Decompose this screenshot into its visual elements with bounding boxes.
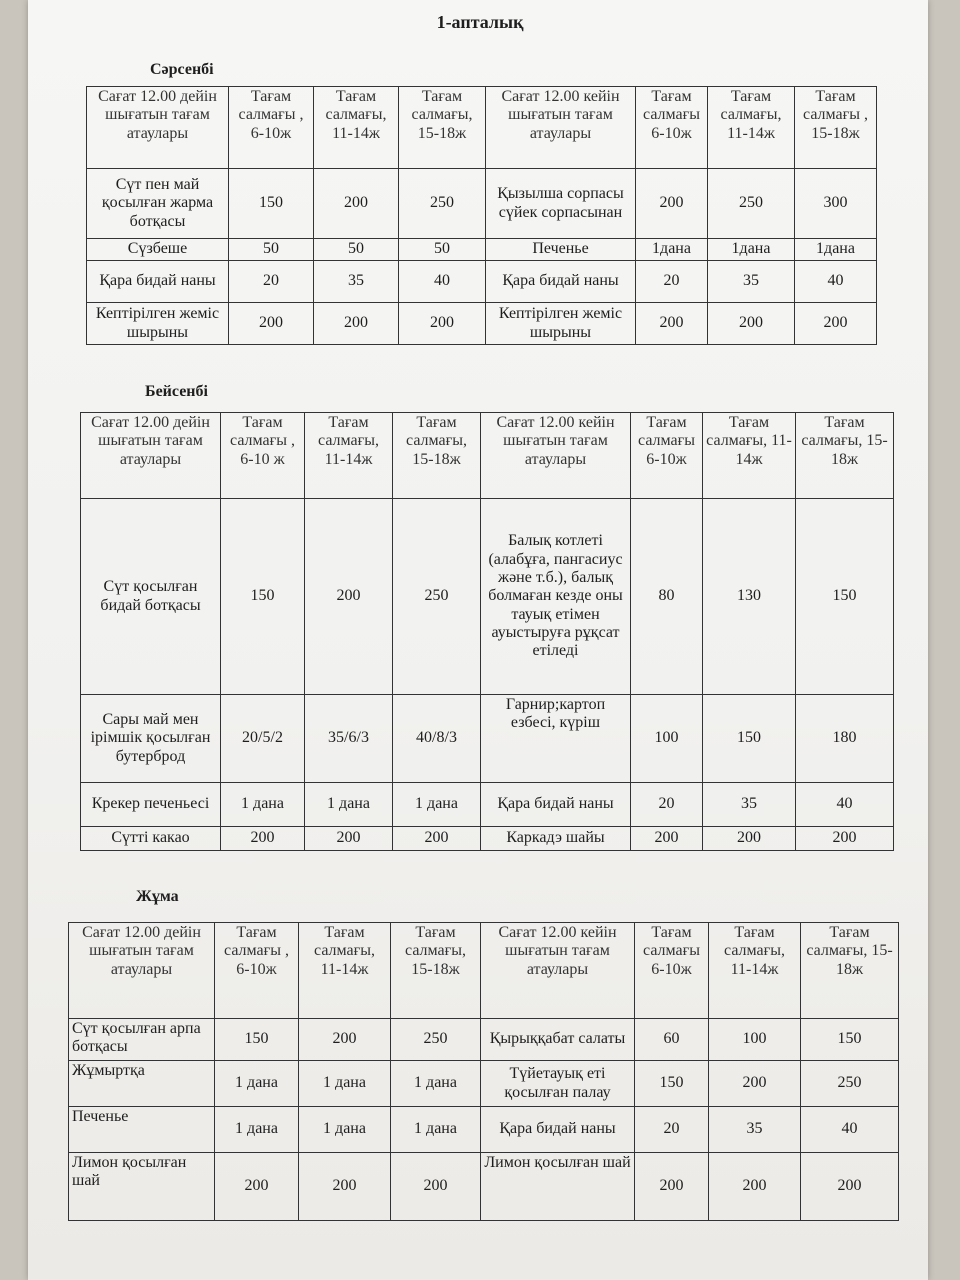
- header-cell: Тағам салмағы, 15-18ж: [801, 923, 899, 1019]
- table-cell: 40/8/3: [393, 695, 481, 783]
- table-cell: 150: [703, 695, 796, 783]
- table-cell: 150: [796, 499, 894, 695]
- table-cell: 50: [314, 239, 399, 261]
- day-title-thursday: Бейсенбі: [145, 383, 208, 400]
- table-cell: 200: [708, 303, 795, 345]
- table-cell: 20: [635, 1107, 709, 1153]
- table-cell: Лимон қосылған шай: [481, 1153, 635, 1221]
- header-cell: Тағам салмағы , 6-10 ж: [221, 413, 305, 499]
- header-cell: Сағат 12.00 дейін шығатын тағам атаулары: [87, 87, 229, 169]
- table-cell: 200: [314, 169, 399, 239]
- table-cell: 250: [801, 1061, 899, 1107]
- table-row: [87, 169, 877, 239]
- header-cell: Тағам салмағы, 15-18ж: [796, 413, 894, 499]
- table-cell: 130: [703, 499, 796, 695]
- day-title-friday: Жұма: [136, 888, 179, 905]
- table-row: [69, 1061, 899, 1107]
- table-cell: Жұмыртқа: [69, 1061, 215, 1107]
- table-cell: Лимон қосылған шай: [69, 1153, 215, 1221]
- table-cell: 200: [703, 827, 796, 851]
- table-cell: 200: [299, 1019, 391, 1061]
- header-cell: Тағам салмағы, 15-18ж: [391, 923, 481, 1019]
- table-cell: 1 дана: [299, 1107, 391, 1153]
- table-cell: 1 дана: [221, 783, 305, 827]
- table-cell: 200: [801, 1153, 899, 1221]
- header-cell: Тағам салмағы , 15-18ж: [795, 87, 877, 169]
- table-cell: Сүзбеше: [87, 239, 229, 261]
- table-cell: 1дана: [795, 239, 877, 261]
- menu-table-wednesday: [86, 86, 877, 345]
- table-header-row: [69, 923, 899, 1019]
- table-cell: 200: [215, 1153, 299, 1221]
- table-cell: 1 дана: [305, 783, 393, 827]
- header-cell: Тағам салмағы, 11-14ж: [703, 413, 796, 499]
- table-cell: 150: [229, 169, 314, 239]
- table-cell: 50: [229, 239, 314, 261]
- page-title: 1-апталық: [436, 12, 524, 32]
- header-cell: Сағат 12.00 кейін шығатын тағам атаулары: [481, 413, 631, 499]
- table-row: [81, 499, 894, 695]
- table-cell: 40: [795, 261, 877, 303]
- header-cell: Тағам салмағы, 11-14ж: [709, 923, 801, 1019]
- table-cell: 35: [314, 261, 399, 303]
- table-cell: 200: [636, 169, 708, 239]
- table-cell: Балық котлеті (алабұға, пангасиус және т.б.), балық болмаған кезде оны тауық етімен ауыстыруға рұқсат етіледі: [481, 499, 631, 695]
- table-cell: 50: [399, 239, 486, 261]
- table-cell: 250: [393, 499, 481, 695]
- table-cell: 1 дана: [391, 1107, 481, 1153]
- table-cell: 200: [636, 303, 708, 345]
- table-cell: 40: [801, 1107, 899, 1153]
- table-cell: Қара бидай наны: [87, 261, 229, 303]
- table-cell: Печенье: [486, 239, 636, 261]
- menu-table-thursday: [80, 412, 894, 851]
- table-cell: 1дана: [636, 239, 708, 261]
- table-cell: 20: [631, 783, 703, 827]
- table-cell: 1 дана: [391, 1061, 481, 1107]
- table-row: [81, 827, 894, 851]
- table-cell: 200: [305, 827, 393, 851]
- table-cell: 200: [229, 303, 314, 345]
- table-cell: Кептірілген жеміс шырыны: [486, 303, 636, 345]
- table-cell: 150: [215, 1019, 299, 1061]
- table-cell: 200: [299, 1153, 391, 1221]
- table-cell: 35: [709, 1107, 801, 1153]
- table-row: [81, 695, 894, 783]
- table-row: [69, 1019, 899, 1061]
- table-cell: 20: [229, 261, 314, 303]
- header-cell: Тағам салмағы, 15-18ж: [399, 87, 486, 169]
- table-cell: 300: [795, 169, 877, 239]
- table-cell: 35: [708, 261, 795, 303]
- table-cell: 250: [399, 169, 486, 239]
- table-cell: 150: [221, 499, 305, 695]
- table-cell: 1 дана: [299, 1061, 391, 1107]
- header-cell: Тағам салмағы , 6-10ж: [215, 923, 299, 1019]
- table-cell: 100: [709, 1019, 801, 1061]
- header-cell: Тағам салмағы 6-10ж: [635, 923, 709, 1019]
- table-cell: 60: [635, 1019, 709, 1061]
- table-cell: Қырыққабат салаты: [481, 1019, 635, 1061]
- table-header-row: [87, 87, 877, 169]
- header-cell: Тағам салмағы, 15-18ж: [393, 413, 481, 499]
- table-cell: 1 дана: [215, 1107, 299, 1153]
- table-cell: Печенье: [69, 1107, 215, 1153]
- header-cell: Сағат 12.00 дейін шығатын тағам атаулары: [81, 413, 221, 499]
- table-cell: 80: [631, 499, 703, 695]
- header-cell: Тағам салмағы , 6-10ж: [229, 87, 314, 169]
- table-cell: 200: [221, 827, 305, 851]
- table-cell: 200: [305, 499, 393, 695]
- header-cell: Тағам салмағы, 11-14ж: [314, 87, 399, 169]
- table-cell: Қызылша сорпасы сүйек сорпасынан: [486, 169, 636, 239]
- header-cell: Тағам салмағы 6-10ж: [636, 87, 708, 169]
- table-cell: Сүтті какао: [81, 827, 221, 851]
- table-cell: Каркадэ шайы: [481, 827, 631, 851]
- header-cell: Тағам салмағы, 11-14ж: [299, 923, 391, 1019]
- table-cell: Сүт пен май қосылған жарма ботқасы: [87, 169, 229, 239]
- header-cell: Тағам салмағы, 11-14ж: [305, 413, 393, 499]
- table-cell: 150: [635, 1061, 709, 1107]
- table-cell: Сүт қосылған арпа ботқасы: [69, 1019, 215, 1061]
- table-cell: Крекер печеньесі: [81, 783, 221, 827]
- table-cell: 200: [709, 1153, 801, 1221]
- header-cell: Сағат 12.00 дейін шығатын тағам атаулары: [69, 923, 215, 1019]
- table-cell: Гарнир;картоп езбесі, күріш: [481, 695, 631, 783]
- table-cell: 200: [635, 1153, 709, 1221]
- table-cell: 200: [393, 827, 481, 851]
- table-cell: Сүт қосылған бидай ботқасы: [81, 499, 221, 695]
- menu-table-friday: [68, 922, 899, 1221]
- table-row: [87, 239, 877, 261]
- table-cell: 100: [631, 695, 703, 783]
- table-cell: 20: [636, 261, 708, 303]
- table-cell: Қара бидай наны: [481, 783, 631, 827]
- header-cell: Сағат 12.00 кейін шығатын тағам атаулары: [486, 87, 636, 169]
- table-row: [69, 1153, 899, 1221]
- table-cell: 200: [314, 303, 399, 345]
- table-cell: 150: [801, 1019, 899, 1061]
- table-cell: Қара бидай наны: [481, 1107, 635, 1153]
- table-row: [87, 261, 877, 303]
- table-cell: 200: [631, 827, 703, 851]
- table-cell: 35/6/3: [305, 695, 393, 783]
- table-cell: 200: [399, 303, 486, 345]
- table-cell: 250: [391, 1019, 481, 1061]
- table-cell: 180: [796, 695, 894, 783]
- table-cell: 40: [796, 783, 894, 827]
- header-cell: Тағам салмағы, 11-14ж: [708, 87, 795, 169]
- table-cell: 20/5/2: [221, 695, 305, 783]
- header-cell: Сағат 12.00 кейін шығатын тағам атаулары: [481, 923, 635, 1019]
- table-row: [81, 783, 894, 827]
- table-cell: 1 дана: [393, 783, 481, 827]
- table-cell: Қара бидай наны: [486, 261, 636, 303]
- table-cell: 200: [795, 303, 877, 345]
- day-title-wednesday: Сәрсенбі: [150, 61, 214, 78]
- table-cell: 200: [796, 827, 894, 851]
- table-row: [87, 303, 877, 345]
- table-row: [69, 1107, 899, 1153]
- table-cell: 35: [703, 783, 796, 827]
- table-cell: Кептірілген жеміс шырыны: [87, 303, 229, 345]
- table-cell: 250: [708, 169, 795, 239]
- table-cell: 40: [399, 261, 486, 303]
- table-cell: 1 дана: [215, 1061, 299, 1107]
- header-cell: Тағам салмағы 6-10ж: [631, 413, 703, 499]
- table-cell: Сары май мен ірімшік қосылған бутерброд: [81, 695, 221, 783]
- table-header-row: [81, 413, 894, 499]
- table-cell: 1дана: [708, 239, 795, 261]
- table-cell: 200: [391, 1153, 481, 1221]
- table-cell: Түйетауық еті қосылған палау: [481, 1061, 635, 1107]
- table-cell: 200: [709, 1061, 801, 1107]
